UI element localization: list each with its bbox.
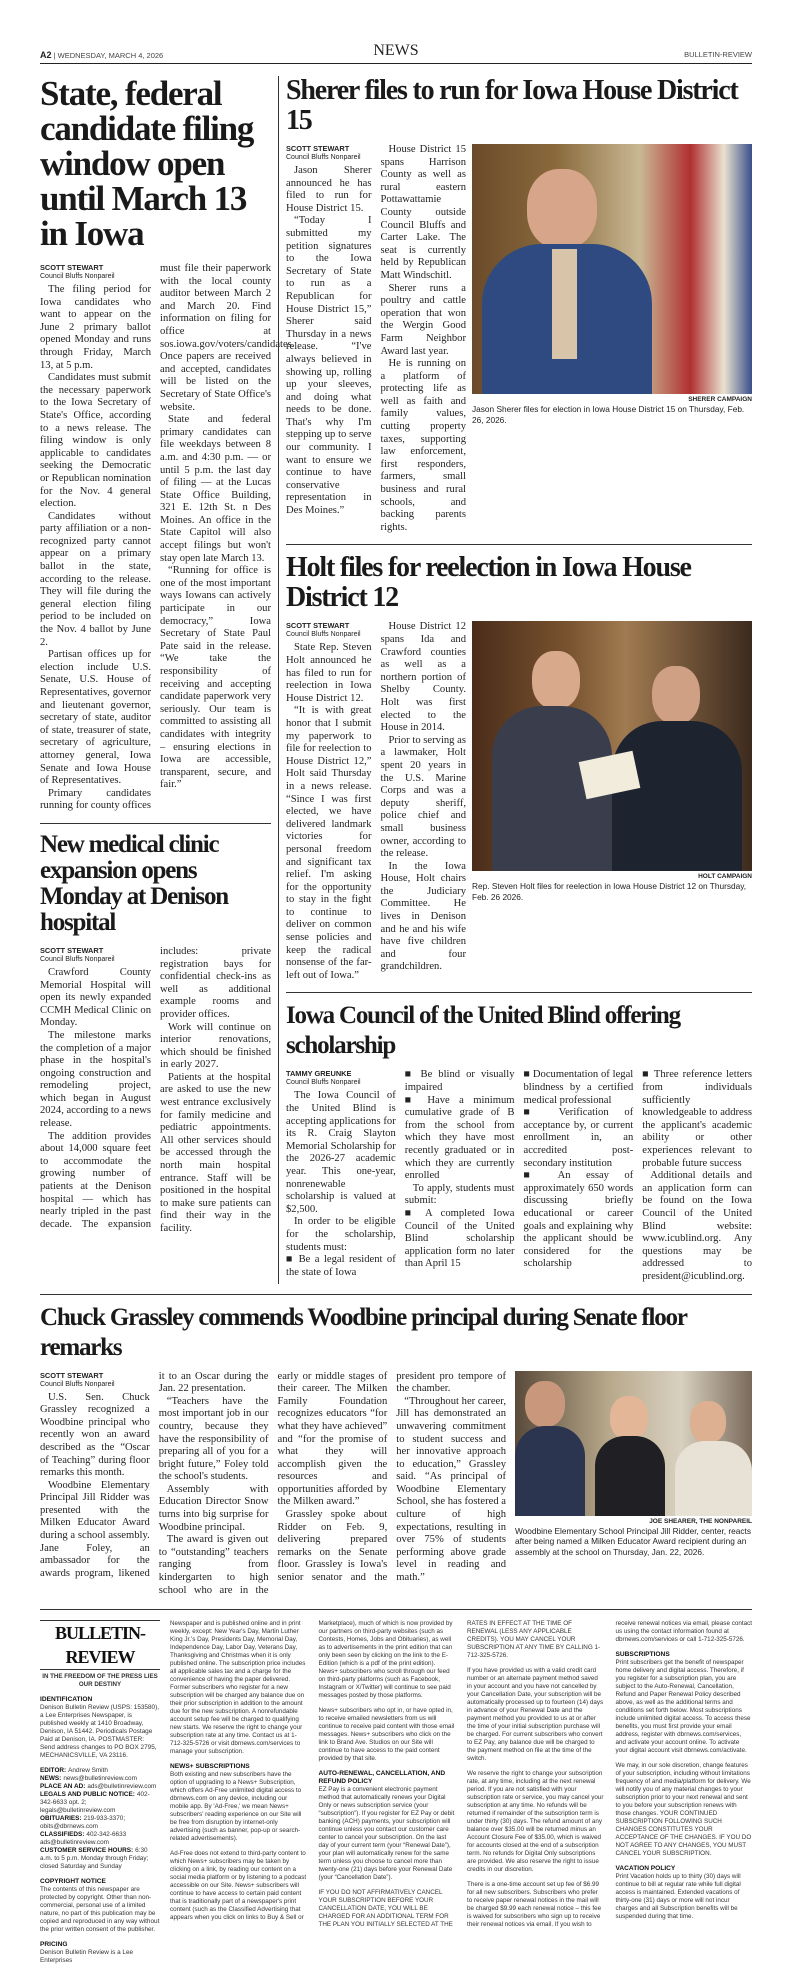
masthead-block-heading: IDENTIFICATION bbox=[40, 1696, 93, 1704]
fine-print-block bbox=[170, 1620, 307, 1756]
right-column bbox=[286, 76, 752, 1284]
fine-print-text: We may, in our sole discretion, change features of your subscription, including without limitations frequency of and media/platform for delivery. We will notify you of any material changes to your subscription prior to your next renewal and sent to you before your subscription renews with those changes. YOUR CONTINUED SUBSCRIPTION FOLLOWING SUCH CHANGES CONSTITUTES YOUR ACCEPTANCE OF THE CHANGES. IF YOU DO NOT AGREE TO ANY CHANGES, YOU MUST CANCEL YOUR SUBSCRIPTION. bbox=[615, 1762, 752, 1858]
person-suit bbox=[612, 721, 742, 871]
person-head bbox=[610, 1396, 648, 1440]
fine-print-text: If you have provided us with a valid credit card number or an alternate payment method saved in your account and you have not cancelled by your Cancellation Date, your subscription will be automatically processed up to fourteen (14) days in advance of your Renewal Date and the payment method you provided to us at or after the time of your initial subscription purchase will be charged. For current subscribers who convert to EZ Pay, any balance due will be charged to the payment method on file at the time of the switch. bbox=[467, 1667, 604, 1763]
paragraph: Additional details and an application form can be found on the Iowa Council of the United Blind website: www.icublind.org. Any questions may be addressed to president@icublind.org. bbox=[642, 1170, 752, 1282]
paragraph: Primary candidates running for county offices must file their paperwork with the local county auditor between March 2 and March 20. Find information on filing for office at sos.iowa.gov/voters/candidates. Once papers are received and accepted, candidates will be listed on the Secretary of State Office's website. bbox=[40, 263, 295, 812]
paragraph: ■ Three reference letters from individuals sufficiently knowledgeable to address the applicant's academic ability or other experiences relevant to probable future success bbox=[642, 1069, 752, 1169]
fine-print-block bbox=[616, 1651, 753, 1755]
byline-author: SCOTT STEWART bbox=[40, 945, 104, 955]
byline-author: TAMMY GREUNKE bbox=[286, 1069, 352, 1079]
byline bbox=[286, 1069, 396, 1087]
fine-print-block bbox=[467, 1667, 604, 1763]
paragraph: Woodbine Elementary Principal Jill Ridder was presented with the Milken Educator Award during a school assembly. Jane Foley, an ambassador for the awards program, likened it to an Oscar during the Jan. 22 presentation. bbox=[40, 1370, 269, 1579]
masthead-block bbox=[40, 1941, 160, 1965]
paragraph: He is running on a platform of protecting life as well as faith and family values, cutting property taxes, supporting law enforcement, first responders, farmers, small business and rural schools, and backing parents rights. bbox=[380, 358, 466, 533]
masthead-block-text: 6:30 a.m. to 5 p.m. Monday through Friday; closed Saturday and Sunday bbox=[40, 1847, 149, 1871]
headline[interactable]: State, federal candidate filing window open until March 13 in Iowa bbox=[40, 74, 254, 253]
byline-outlet: Council Bluffs Nonpareil bbox=[286, 631, 361, 639]
paragraph: The filing period for Iowa candidates who want to appear on the June 2 primary ballot opened Monday and runs through Friday, March 13, at 5 p.m. bbox=[40, 284, 151, 371]
paragraph: Work will continue on interior renovations, which should be finished in early 2027. bbox=[160, 1021, 271, 1071]
masthead-block-heading: NEWS: bbox=[40, 1775, 62, 1783]
fine-print-block bbox=[616, 1865, 753, 1921]
fine-print-text: There is a one-time account set up fee of $6.99 for all new subscribers. Subscribers who prefer to receive paper renewal notices in the mail will be charged $9.99 each renewal notice – this fee is waived for subscribers who sign up to receive their renewal notices via email. If you wish to receive renewal notices via email, please contact us using the contact information found at dbrnews.com/services or call 1-712-325-5726. bbox=[467, 1620, 753, 1929]
article-body bbox=[286, 1069, 752, 1283]
paragraph: The milestone marks the completion of a major phase in the hospital's ongoing construction and remodeling project, which began in August 2024, according to a news release. bbox=[40, 1029, 151, 1130]
fine-print-heading: SUBSCRIPTIONS bbox=[615, 1651, 670, 1659]
story-layout bbox=[286, 621, 752, 982]
sherer-photo bbox=[472, 144, 752, 394]
byline bbox=[40, 946, 151, 964]
paragraph: Jason Sherer announced he has filed to run for House District 15. bbox=[286, 165, 372, 214]
paragraph: ■ Documentation of legal blindness by a certified medical professional bbox=[523, 1069, 634, 1106]
top-section bbox=[40, 76, 752, 1284]
photo-block bbox=[472, 621, 752, 902]
fine-print-text: Newspaper and is published online and in print weekly, except: New Year's Day, Martin Luther King Jr.'s Day, Presidents Day, Memorial Day, Independence Day, Labor Day, Veterans Day, Thanksgiving and Christmas when it is only published online. The subscription price includes all applicable sales tax and a charge for the convenience of having the paper delivered. Former subscribers who register for a new subscription will be charged any balance due on their prior subscription in addition to the amount due for the new subscription. A nonrefundable account setup fee will be charged to qualifying new starts. We reserve the right to change your subscription rate at any time. Contact us at 1-712-325-5726 or visit dbrnews.com/services to manage your subscription. bbox=[170, 1620, 306, 1756]
byline-author: SCOTT STEWART bbox=[286, 144, 350, 153]
masthead-block bbox=[40, 1815, 160, 1831]
masthead-block-text: Andrew Smith bbox=[68, 1767, 108, 1775]
paragraph: The award is given out to “outstanding” teachers ranging from kindergarten to high school who are in the early or middle stages of their career. The Milken Family Foundation recognizes educators “for what they have achieved” and “for the promise of what they will accomplish given the resources and opportunities afforded by the Milken award.” bbox=[158, 1370, 388, 1596]
grassley-photo bbox=[515, 1371, 752, 1516]
masthead-block bbox=[40, 1767, 160, 1775]
masthead-block bbox=[40, 1775, 160, 1783]
fine-print-text: EZ Pay is a convenient electronic payment method that automatically renews your Digital Only or news subscription service (your “subscription”). If you register for EZ Pay or debit banking (ACH) payments, your subscription will continue unless you contact our customer care center to cancel your subscription. On the last day of your current term (your “Renewal Date”), your plan will automatically renew for the same term unless you choose to cancel more than twenty-one (21) days before your Renewal Date (your “Cancellation Date”). bbox=[318, 1786, 455, 1882]
paragraph: Partisan offices up for election include U.S. Senate, U.S. House of Representatives, governor and lieutenant governor, secretary of state, auditor of state, treasurer of state, secretary of agriculture, attorney general, Iowa Senate and Iowa House of Representatives. bbox=[40, 649, 151, 787]
byline-author: SCOTT STEWART bbox=[40, 1370, 104, 1380]
footer bbox=[40, 1609, 752, 1965]
masthead-block-heading: EDITOR: bbox=[40, 1767, 67, 1775]
page-date: WEDNESDAY, MARCH 4, 2026 bbox=[57, 51, 164, 60]
story-layout bbox=[40, 1371, 752, 1598]
article-body bbox=[40, 946, 271, 1236]
person-shirt bbox=[552, 249, 577, 359]
paragraph: ■ Be blind or visually impaired bbox=[404, 1069, 515, 1094]
masthead bbox=[40, 1620, 160, 1965]
fine-print-text: Print Vacation holds up to thirty (30) days will continue to bill at regular rate while full digital access is maintained. Extended vacations of thirty-one (31) days or more will not incur charges and all Subscription benefits will be suspended during that time. bbox=[615, 1873, 741, 1921]
masthead-block bbox=[40, 1791, 160, 1815]
paragraph: Grassley spoke about Ridder on Feb. 9, delivering prepared remarks on the Senate floor. Grassley is Iowa's senior senator and the president pro tempore of the chamber. bbox=[277, 1370, 506, 1584]
paragraph: ■ Verification of acceptance by, or current enrollment in, an accredited post-secondary institution bbox=[523, 1107, 634, 1169]
paragraph: House District 15 spans Harrison County as well as rural eastern Pottawattamie County outside Council Bluffs and Carter Lake. The seat is currently held by Republican Matt Windschitl. bbox=[380, 144, 466, 281]
fine-print-text: Both existing and new subscribers have the option of upgrading to a News+ Subscription, which offers Ad-Free unlimited digital access to dbrnews.com on any device, including our mobile app. By 'Ad-Free,' we mean News+ subscribers' reading experience on our Site will be free from disruption by internet-only advertising (such as banner, pop-up or search-related advertisements). bbox=[170, 1771, 302, 1843]
article-body bbox=[40, 1371, 506, 1598]
photo-credit: HOLT CAMPAIGN bbox=[698, 873, 752, 881]
fine-print-text: News+ subscribers who opt in, or have opted in, to receive emailed newsletters from us will continue to receive paid content with those email messages. News+ subscribers who click on the link to Brand Ave. Studios on our Site will continue to have access to the paid content provided by that site. bbox=[318, 1707, 455, 1763]
person-head bbox=[527, 169, 597, 249]
byline bbox=[40, 1371, 150, 1389]
masthead-block-text: 402-342-6633 opt. 2; legals@bulletinreview.com bbox=[40, 1791, 150, 1815]
masthead-block-text: ads@bulletinreview.com bbox=[87, 1783, 157, 1791]
person-head bbox=[525, 1381, 565, 1427]
left-column bbox=[40, 74, 295, 1284]
paragraph: Patients at the hospital are asked to use the new west entrance exclusively for family medicine and pediatric appointments. All other services should be accessed through the north main hospital entrance. Staff will be positioned in the hospital to make sure patients can find their way in the facility. bbox=[160, 1071, 271, 1234]
paragraph: Candidates without party affiliation or a non-recognized party cannot appear on a primary ballot in the state, according to the release. They will file during the general election filing period to be included on the Nov. 4 ballot by June 2. bbox=[40, 510, 151, 648]
section-name: NEWS bbox=[373, 42, 419, 59]
photo-block bbox=[515, 1371, 752, 1558]
page-header bbox=[40, 42, 752, 64]
fine-print-block bbox=[467, 1770, 604, 1874]
paragraph: Prior to serving as a lawmaker, Holt spent 20 years in the U.S. Marine Corps and was a deputy sheriff, police chief and small business owner, according to the release. bbox=[380, 734, 466, 860]
paragraph: U.S. Sen. Chuck Grassley recognized a Woodbine principal who recently won an award described as the “Oscar of Teaching” during floor remarks this month. bbox=[40, 1391, 150, 1479]
paragraph: ■ Be a legal resident of the state of Iowa bbox=[286, 1254, 396, 1278]
photo-credit: JOE SHEARER, THE NONPAREIL bbox=[649, 1517, 752, 1525]
person bbox=[675, 1441, 752, 1516]
paragraph: “Today I submitted my petition signatures to the Iowa Secretary of State to run as a Republican for House District 15,” Sherer said Thursday in a news release. “I've always believed in showing up, rolling up your sleeves, and doing what needs to be done. That's why I'm stepping up to serve our community. I want to ensure we continue to have conservative representation in Des Moines.” bbox=[286, 215, 372, 517]
paragraph: Assembly with Education Director Snow turns into big surprise for Woodbine principal. bbox=[158, 1483, 269, 1533]
byline-outlet: Council Bluffs Nonpareil bbox=[286, 1079, 361, 1087]
person bbox=[515, 1426, 585, 1516]
fine-print-heading: NEWS+ SUBSCRIPTIONS bbox=[170, 1763, 250, 1771]
byline-outlet: Council Bluffs Nonpareil bbox=[40, 1380, 115, 1388]
holt-photo bbox=[472, 621, 752, 871]
headline[interactable]: Holt files for reelection in Iowa House District 12 bbox=[286, 552, 691, 614]
headline[interactable]: Iowa Council of the United Blind offering scholarship bbox=[286, 1002, 680, 1060]
article-council bbox=[286, 992, 752, 1283]
masthead-logo: BULLETIN-REVIEW bbox=[40, 1620, 160, 1670]
article-body bbox=[40, 263, 295, 813]
paragraph: Crawford County Memorial Hospital will open its newly expanded CCMH Medical Clinic on Monday. bbox=[40, 966, 151, 1029]
article-grassley bbox=[40, 1294, 752, 1598]
photo-credit: SHERER CAMPAIGN bbox=[688, 396, 752, 403]
fine-print-text: Print subscribers get the benefit of newspaper home delivery and digital access. Therefore, if you register for a subscription plan, you are subject to the Auto-Renewal, Cancellation, Refund and Paper Renewal Policy described above, as well as the additional terms and conditions set forth below. Most subscriptions include unlimited digital access. To access these benefits, you must first provide your email address, register with dbrnews.com/services, and activate your account online. To activate your digital account visit dbrnews.com/activate. bbox=[615, 1659, 751, 1755]
masthead-block bbox=[40, 1878, 160, 1934]
fine-print-heading: AUTO-RENEWAL, CANCELLATION, AND REFUND POLICY bbox=[318, 1770, 446, 1786]
article-body bbox=[286, 144, 466, 534]
paragraph: Sherer runs a poultry and cattle operation that won the Wergin Good Farm Neighbor Award last year. bbox=[380, 282, 466, 357]
fine-print-block bbox=[319, 1770, 456, 1882]
publication-name: BULLETIN-REVIEW bbox=[684, 50, 752, 59]
article-body bbox=[286, 621, 466, 982]
masthead-block bbox=[40, 1696, 160, 1760]
masthead-block-text: news@bulletinreview.com bbox=[63, 1775, 137, 1783]
masthead-block-heading: COPYRIGHT NOTICE bbox=[40, 1878, 106, 1886]
headline[interactable]: Chuck Grassley commends Woodbine principal during Senate floor remarks bbox=[40, 1303, 687, 1361]
fine-print-heading: VACATION POLICY bbox=[615, 1865, 676, 1873]
masthead-blocks bbox=[40, 1696, 160, 1965]
masthead-block-heading: PRICING bbox=[40, 1941, 68, 1949]
article-sherer bbox=[286, 76, 752, 534]
person-head bbox=[690, 1401, 726, 1443]
paragraph: State Rep. Steven Holt announced he has filed to run for reelection in Iowa House District 12. bbox=[286, 642, 372, 704]
photo-caption: Rep. Steven Holt files for reelection in Iowa House District 12 on Thursday, Feb. 26 2026. bbox=[472, 881, 747, 902]
headline[interactable]: New medical clinic expansion opens Monday at Denison hospital bbox=[40, 830, 228, 936]
headline[interactable]: Sherer files to run for Iowa House District 15 bbox=[286, 75, 738, 136]
fine-print-block bbox=[170, 1763, 307, 1843]
masthead-block-text: Denison Bulletin Review (USPS: 153580), a Lee Enterprises Newspaper, is published weekly at 1410 Broadway, Denison, IA 51442. Periodicals Postage Paid at Denison, IA. POSTMASTER: Send address changes to PO BOX 2795, MECHANICSVILLE, VA 23116. bbox=[40, 1704, 159, 1760]
paragraph: “Teachers have the most important job in our country, because they have the responsibility of preparing all of you for a bright future,” Foley told the school's students. bbox=[158, 1395, 269, 1483]
person-head bbox=[532, 651, 580, 709]
masthead-block-heading: CUSTOMER SERVICE HOURS: bbox=[40, 1847, 134, 1855]
byline-outlet: Council Bluffs Nonpareil bbox=[40, 955, 115, 963]
story-layout bbox=[286, 144, 752, 534]
masthead-block-text: The contents of this newspaper are protected by copyright. Other than non-commercial, personal use of a limited nature, no part of this publication may be copied and reproduced in any way without the prior written consent of the publisher. bbox=[40, 1886, 160, 1934]
paragraph: ■ An essay of approximately 650 words discussing briefly educational or career goals and explaining why the applicant should be considered for the scholarship bbox=[523, 1170, 634, 1270]
page-number: A2 bbox=[40, 50, 52, 60]
paragraph: To apply, students must submit: bbox=[404, 1182, 515, 1207]
byline bbox=[286, 144, 372, 162]
byline-author: SCOTT STEWART bbox=[286, 621, 350, 631]
masthead-block bbox=[40, 1847, 160, 1871]
person-ridder bbox=[595, 1436, 665, 1516]
masthead-block bbox=[40, 1831, 160, 1847]
paragraph: State and federal primary candidates can file weekdays between 8 a.m. and 4:30 p.m. — or until 5 p.m. the last day of filing — at the Lucas State Office Building, 321 E. 12th St. n Des Moines. An office in the State Capitol will also accept filings but won't stay open late March 13. bbox=[160, 414, 271, 564]
masthead-motto: IN THE FREEDOM OF THE PRESS LIES OUR DESTINY bbox=[42, 1673, 158, 1689]
masthead-block-text: Denison Bulletin Review is a Lee Enterprises bbox=[40, 1949, 134, 1965]
page-folio: A2 | WEDNESDAY, MARCH 4, 2026 bbox=[40, 50, 164, 60]
paragraph: In the Iowa House, Holt chairs the Judiciary Committee. He lives in Denison and he and his wife have five children and four grandchildren. bbox=[380, 860, 466, 973]
article-clinic bbox=[40, 823, 271, 1236]
byline-author: SCOTT STEWART bbox=[40, 263, 104, 272]
paragraph: ■ A completed Iowa Council of the United Blind scholarship application form no later than April 15 bbox=[404, 1207, 515, 1270]
masthead-block bbox=[40, 1783, 160, 1791]
photo-block bbox=[472, 144, 752, 425]
fine-print-text: Ad-Free does not extend to third-party content to which News+ subscribers may be taken by clicking on a link, by reading our content on a social media platform or by listening to a podcast accessible on our Site. News+ subscribers will continue to have access to certain paid content that is traditionally part of a newspaper's print content (such as the Classified Advertising that appears when you click on links to Buy & Sell or Marketplace), much of which is now provided by our partners on third-party websites (such as Contests, Homes, Jobs and Obituaries), as well as to advertisements in the print edition that can only been seen by clicking on the link to the E-Edition (which is a pdf of the print edition). News+ subscribers who scroll through our feed on third-party platforms (such as Facebook, Instagram or X/Twitter) will continue to see paid messages posted by those platforms. bbox=[170, 1620, 453, 1922]
masthead-block-heading: OBITUARIES: bbox=[40, 1815, 82, 1823]
article-holt bbox=[286, 544, 752, 982]
paragraph: “It is with great honor that I submit my paperwork to file for reelection to House District 12,” Holt said Thursday in a news release. “Since I was first elected, we have delivered landmark victories for personal freedom and significant tax relief. I'm asking for the opportunity to stay in the fight to continue to deliver on common sense policies and keep the radical nonsense of the far-left out of Iowa.” bbox=[286, 705, 372, 981]
paragraph: “Throughout her career, Jill has demonstrated an unwavering commitment to student success and her innovative approach to education,” Grassley said. “As principal of Woodbine Elementary School, she has fostered a culture of high expectations, resulting in over 75% of students performing above grade level in reading and math.” bbox=[396, 1395, 506, 1584]
photo-caption: Woodbine Elementary School Principal Jill Ridder, center, reacts after being named a Milken Educator Award recipient during an assembly at the school on Thursday, Jan. 22, 2026. bbox=[515, 1525, 751, 1557]
masthead-block-heading: LEGALS AND PUBLIC NOTICE: bbox=[40, 1791, 135, 1799]
masthead-block-heading: CLASSIFIEDS: bbox=[40, 1831, 85, 1839]
byline bbox=[286, 621, 372, 639]
paragraph: The addition provides about 14,000 square feet to accommodate the growing number of patients at the Denison hospital — which has nearly tripled in the past decade. The expansion includes: private registration bays for confidential check-ins as well as additional example rooms and provider offices. bbox=[40, 945, 271, 1230]
masthead-block-heading: PLACE AN AD: bbox=[40, 1783, 86, 1791]
paragraph: The Iowa Council of the United Blind is accepting applications for its R. Craig Slayton Memorial Scholarship for the 2026-27 academic year. This one-year, nonrenewable scholarship is valued at $2,500. bbox=[286, 1090, 396, 1215]
paragraph: ■ Have a minimum cumulative grade of B from the school from which they have most recently graduated or in which they are currently enrolled bbox=[404, 1094, 515, 1182]
person-head bbox=[652, 666, 700, 724]
paragraph: House District 12 spans Ida and Crawford counties as well as a northern portion of Shelby County. Holt was first elected to the House in 2014. bbox=[380, 621, 466, 734]
photo-caption: Jason Sherer files for election in Iowa House District 15 on Thursday, Feb. 26, 2026. bbox=[472, 404, 745, 425]
masthead-block-text: 402-342-6633 ads@bulletinreview.com bbox=[40, 1831, 127, 1847]
byline-outlet: Council Bluffs Nonpareil bbox=[286, 154, 361, 161]
byline bbox=[40, 263, 151, 281]
masthead-block-text: 219-933-3370; obits@dbrnews.com bbox=[40, 1815, 126, 1831]
byline-outlet: Council Bluffs Nonpareil bbox=[40, 273, 115, 280]
paragraph: “Running for office is one of the most important ways Iowans can actively participate in our democracy,” Iowa Secretary of State Paul Pate said in the release. “We take the responsibility of receiving and accepting candidate paperwork very seriously. Our team is committed to assisting all candidates with integrity – ensuring elections in Iowa are accessible, transparent, secure, and fair.” bbox=[160, 565, 271, 791]
fine-print-text: IF YOU DO NOT AFFIRMATIVELY CANCEL YOUR SUBSCRIPTION BEFORE YOUR CANCELLATION DATE, YOU WILL BE CHARGED FOR AN ADDITIONAL TERM FOR THE PLAN YOU INITIALLY SELECTED AT THE RATES IN EFFECT AT THE TIME OF RENEWAL (LESS ANY APPLICABLE CREDITS). YOU MAY CANCEL YOUR SUBSCRIPTION AT ANY TIME BY CALLING 1-712-325-5726. bbox=[318, 1620, 601, 1929]
paragraph: In order to be eligible for the scholarship, students must: bbox=[286, 1216, 396, 1253]
fine-print-block bbox=[319, 1707, 456, 1763]
fine-print-text: We reserve the right to change your subscription rate, at any time, including at the next renewal period. If you are not satisfied with your subscription rate or service, you may cancel your subscription at any time. No refunds will be returned if remainder of the subscription term is under thirty (30) days. The refund amount of any balance over $35.00 will be returned minus an Account Closure Fee of $35.00, which is waived for accounts closed at the end of a subscription term. No refunds for Digital Only subscriptions are provided. We also reserve the right to issue credits in our discretion. bbox=[467, 1770, 604, 1874]
paragraph: Candidates must submit the necessary paperwork to the Iowa Secretary of State's Office, according to a news release. The filing window is only applicable to candidates seeking the Democratic or Republican nomination for the Nov. 4 general election. bbox=[40, 372, 151, 510]
fine-print bbox=[170, 1620, 752, 1965]
article-filing bbox=[40, 74, 295, 813]
fine-print-block bbox=[616, 1762, 753, 1858]
